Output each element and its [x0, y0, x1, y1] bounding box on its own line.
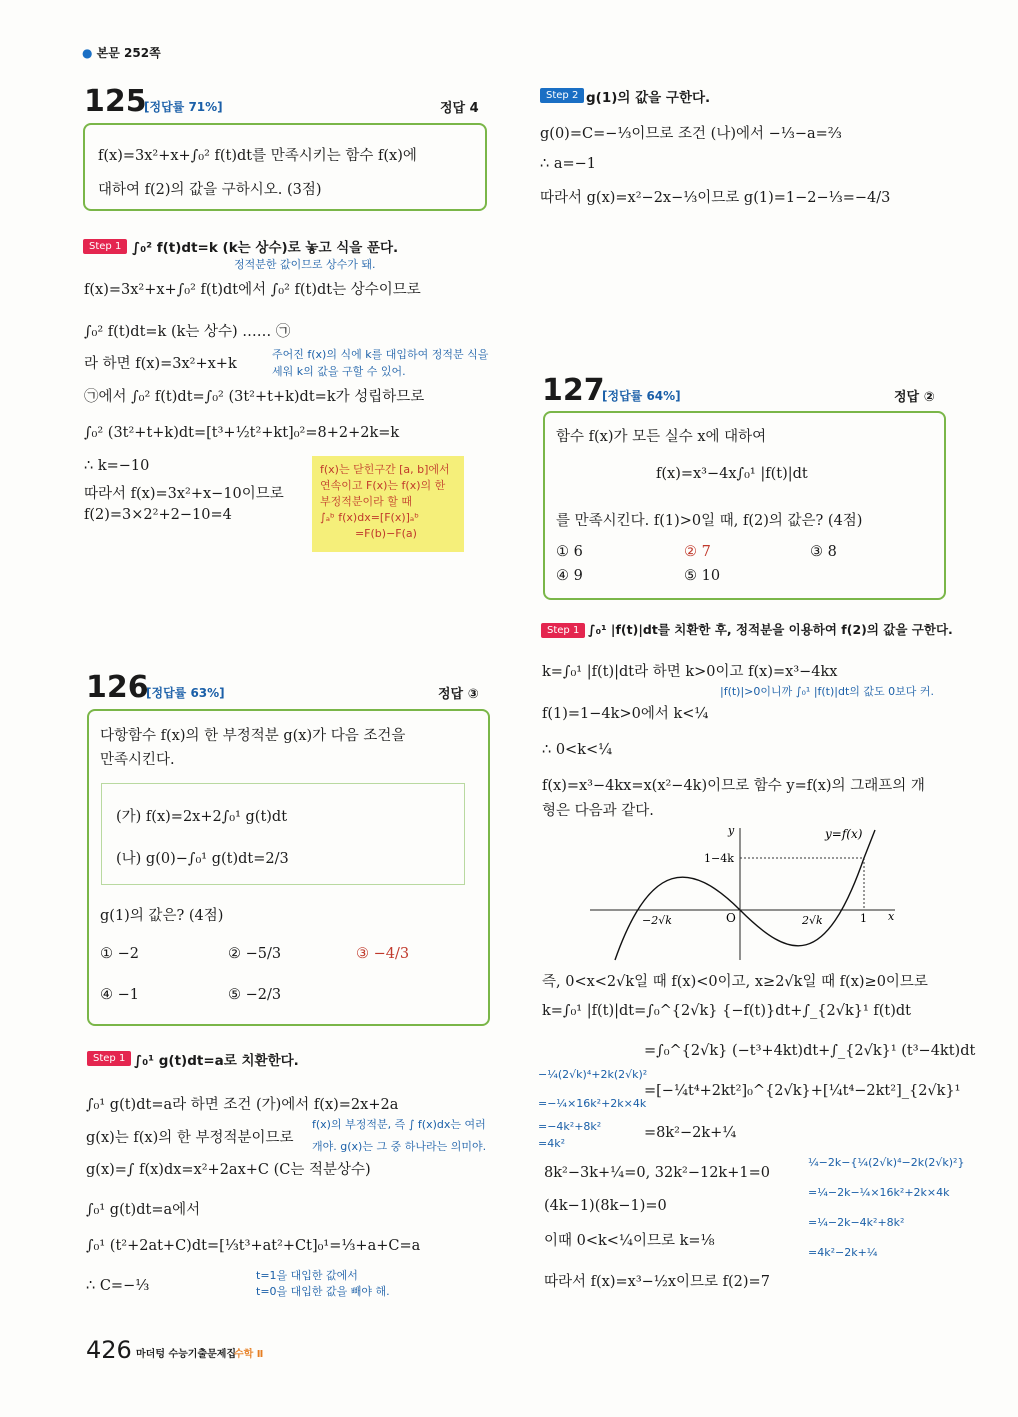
solution-line: ∴ C=−⅓	[86, 1278, 150, 1294]
note: −¼(2√k)⁴+2k(2√k)²	[538, 1068, 648, 1081]
cubic-graph	[590, 820, 910, 965]
step-badge: Step 1	[83, 239, 127, 254]
answer: 정답 4	[440, 101, 479, 116]
question-line: 함수 f(x)가 모든 실수 x에 대하여	[556, 429, 767, 445]
solution-line: g(x)=∫ f(x)dx=x²+2ax+C (C는 적분상수)	[86, 1162, 371, 1178]
note: =−4k²+8k²	[538, 1120, 602, 1133]
solution-line: ∫₀² f(t)dt=k (k는 상수) …… ㉠	[84, 324, 291, 340]
note: t=1을 대입한 값에서	[256, 1269, 358, 1282]
note: ¼−2k−{¼(2√k)⁴−2k(2√k)²}	[808, 1156, 965, 1169]
question-line: f(x)=x³−4x∫₀¹ |f(t)|dt	[656, 466, 808, 482]
question-line: 다항함수 f(x)의 한 부정적분 g(x)가 다음 조건을	[100, 728, 406, 744]
header-label: ● 본문 252쪽	[82, 46, 161, 60]
note: =−¼×16k²+2k×4k	[538, 1097, 647, 1110]
y-label: y	[728, 824, 735, 837]
step-title: g(1)의 값을 구한다.	[586, 90, 711, 106]
x-label: x	[888, 910, 895, 923]
condition: (나) g(0)−∫₀¹ g(t)dt=2/3	[116, 851, 289, 867]
condition: (가) f(x)=2x+2∫₀¹ g(t)dt	[116, 809, 288, 825]
curve	[615, 830, 875, 960]
solution-line: ∴ a=−1	[540, 156, 597, 172]
page-number: 426	[86, 1336, 132, 1364]
origin-label: O	[726, 911, 736, 925]
question-ask: g(1)의 값은? (4점)	[100, 908, 224, 924]
solution-line: f(1)=1−4k>0에서 k<¼	[542, 706, 709, 722]
curve-label: y=f(x)	[825, 827, 863, 841]
note: 개야. g(x)는 그 중 하나라는 의미야.	[312, 1140, 487, 1153]
step-title: ∫₀² f(t)dt=k (k는 상수)로 놓고 식을 푼다.	[132, 240, 399, 256]
solution-line: 따라서 g(x)=x²−2x−⅓이므로 g(1)=1−2−⅓=−4/3	[540, 190, 891, 206]
solution-line: 8k²−3k+¼=0, 32k²−12k+1=0	[544, 1165, 770, 1181]
level-label: 1−4k	[704, 852, 734, 865]
question-line: 를 만족시킨다. f(1)>0일 때, f(2)의 값은? (4점)	[556, 513, 863, 529]
solution-line: ∫₀¹ g(t)dt=a라 하면 조건 (가)에서 f(x)=2x+2a	[86, 1097, 399, 1113]
choice-4[interactable]: ④ 9	[556, 568, 583, 584]
answer: 정답 ③	[438, 687, 479, 702]
problem-number: 127	[542, 373, 605, 408]
question-line: f(x)=3x²+x+∫₀² f(t)dt를 만족시키는 함수 f(x)에	[98, 148, 417, 164]
solution-line: =8k²−2k+¼	[644, 1125, 737, 1141]
step-badge: Step 2	[540, 88, 584, 103]
solution-line: 형은 다음과 같다.	[542, 803, 654, 819]
problem-number: 125	[84, 84, 147, 119]
solution-line: ㉠에서 ∫₀² f(t)dt=∫₀² (3t²+t+k)dt=k가 성립하므로	[84, 389, 425, 405]
choice-3[interactable]: ③ 8	[810, 544, 837, 560]
note: 주어진 f(x)의 식에 k를 대입하여 정적분 식을	[272, 348, 489, 361]
note: 정적분한 값이므로 상수가 돼.	[234, 258, 376, 271]
note: t=0을 대입한 값을 빼야 해.	[256, 1285, 390, 1298]
step-badge: Step 1	[541, 623, 585, 638]
solution-line: f(2)=3×2²+2−10=4	[84, 507, 232, 523]
correct-rate: [정답률 71%]	[144, 100, 223, 114]
header-label-text: 본문 252쪽	[96, 46, 161, 60]
choice-4[interactable]: ④ −1	[100, 987, 139, 1003]
solution-line: k=∫₀¹ |f(t)|dt라 하면 k>0이고 f(x)=x³−4kx	[542, 664, 838, 680]
solution-line: ∫₀¹ (t²+2at+C)dt=[⅓t³+at²+Ct]₀¹=⅓+a+C=a	[86, 1238, 421, 1254]
solution-line: ∫₀² (3t²+t+k)dt=[t³+½t²+kt]₀²=8+2+2k=k	[84, 425, 400, 441]
book-title: 마더텅 수능기출문제집	[136, 1349, 237, 1360]
note: =¼−2k−¼×16k²+2k×4k	[808, 1186, 950, 1199]
note: =¼−2k−4k²+8k²	[808, 1216, 905, 1229]
tip-box: f(x)는 닫힌구간 [a, b]에서 연속이고 F(x)는 f(x)의 한 부정적분이라 할 때 ∫ₐᵇ f(x)dx=[F(x)]ₐᵇ =F(b)−F(a)	[312, 456, 464, 552]
solution-line: =[−¼t⁴+2kt²]₀^{2√k}+[¼t⁴−2kt²]_{2√k}¹	[644, 1083, 961, 1099]
step-title: ∫₀¹ g(t)dt=a로 치환한다.	[134, 1053, 299, 1069]
choice-2[interactable]: ② −5/3	[228, 946, 282, 962]
note: 세워 k의 값을 구할 수 있어.	[272, 365, 406, 378]
tick-label: −2√k	[642, 914, 672, 927]
correct-rate: [정답률 63%]	[146, 686, 225, 700]
question-line: 만족시킨다.	[100, 752, 175, 768]
solution-line: 라 하면 f(x)=3x²+x+k	[84, 356, 237, 372]
correct-rate: [정답률 64%]	[602, 389, 681, 403]
choice-3-correct[interactable]: ③ −4/3	[356, 946, 410, 962]
solution-line: =∫₀^{2√k} (−t³+4kt)dt+∫_{2√k}¹ (t³−4kt)dt	[644, 1043, 976, 1059]
choice-5[interactable]: ⑤ 10	[684, 568, 721, 584]
solution-line: f(x)=3x²+x+∫₀² f(t)dt에서 ∫₀² f(t)dt는 상수이므로	[84, 282, 421, 298]
tick-label: 2√k	[802, 914, 823, 927]
note: |f(t)|>0이니까 ∫₀¹ |f(t)|dt의 값도 0보다 커.	[720, 685, 935, 698]
note: =4k²−2k+¼	[808, 1246, 878, 1259]
note: =4k²	[538, 1137, 565, 1150]
solution-line: 따라서 f(x)=3x²+x−10이므로	[84, 486, 284, 502]
choice-1[interactable]: ① −2	[100, 946, 139, 962]
problem-number: 126	[86, 670, 149, 705]
note: f(x)의 부정적분, 즉 ∫ f(x)dx는 여러	[312, 1118, 486, 1131]
solution-line: ∴ k=−10	[84, 458, 150, 474]
solution-line: k=∫₀¹ |f(t)|dt=∫₀^{2√k} {−f(t)}dt+∫_{2√k}¹ f(t)dt	[542, 1003, 911, 1019]
tick-label: 1	[860, 912, 867, 925]
choice-5[interactable]: ⑤ −2/3	[228, 987, 282, 1003]
solution-line: ∴ 0<k<¼	[542, 742, 613, 758]
solution-line: 즉, 0<x<2√k일 때 f(x)<0이고, x≥2√k일 때 f(x)≥0이므로	[542, 974, 928, 990]
step-title: ∫₀¹ |f(t)|dt를 치환한 후, 정적분을 이용하여 f(2)의 값을 구한다.	[588, 622, 953, 637]
solution-line: 이때 0<k<¼이므로 k=⅛	[544, 1233, 715, 1249]
solution-line: 따라서 f(x)=x³−½x이므로 f(2)=7	[544, 1274, 770, 1290]
choice-1[interactable]: ① 6	[556, 544, 583, 560]
solution-line: ∫₀¹ g(t)dt=a에서	[86, 1202, 201, 1218]
conditions-box	[101, 783, 465, 885]
question-line: 대하여 f(2)의 값을 구하시오. (3점)	[98, 182, 322, 198]
solution-line: g(x)는 f(x)의 한 부정적분이므로	[86, 1130, 294, 1146]
answer: 정답 ②	[894, 390, 935, 405]
solution-line: g(0)=C=−⅓이므로 조건 (나)에서 −⅓−a=⅔	[540, 126, 842, 142]
choice-2-correct[interactable]: ② 7	[684, 544, 711, 560]
solution-line: (4k−1)(8k−1)=0	[544, 1198, 667, 1214]
step-badge: Step 1	[87, 1051, 131, 1066]
solution-line: f(x)=x³−4kx=x(x²−4k)이므로 함수 y=f(x)의 그래프의 개	[542, 778, 925, 794]
subject: 수학 Ⅱ	[234, 1349, 264, 1360]
